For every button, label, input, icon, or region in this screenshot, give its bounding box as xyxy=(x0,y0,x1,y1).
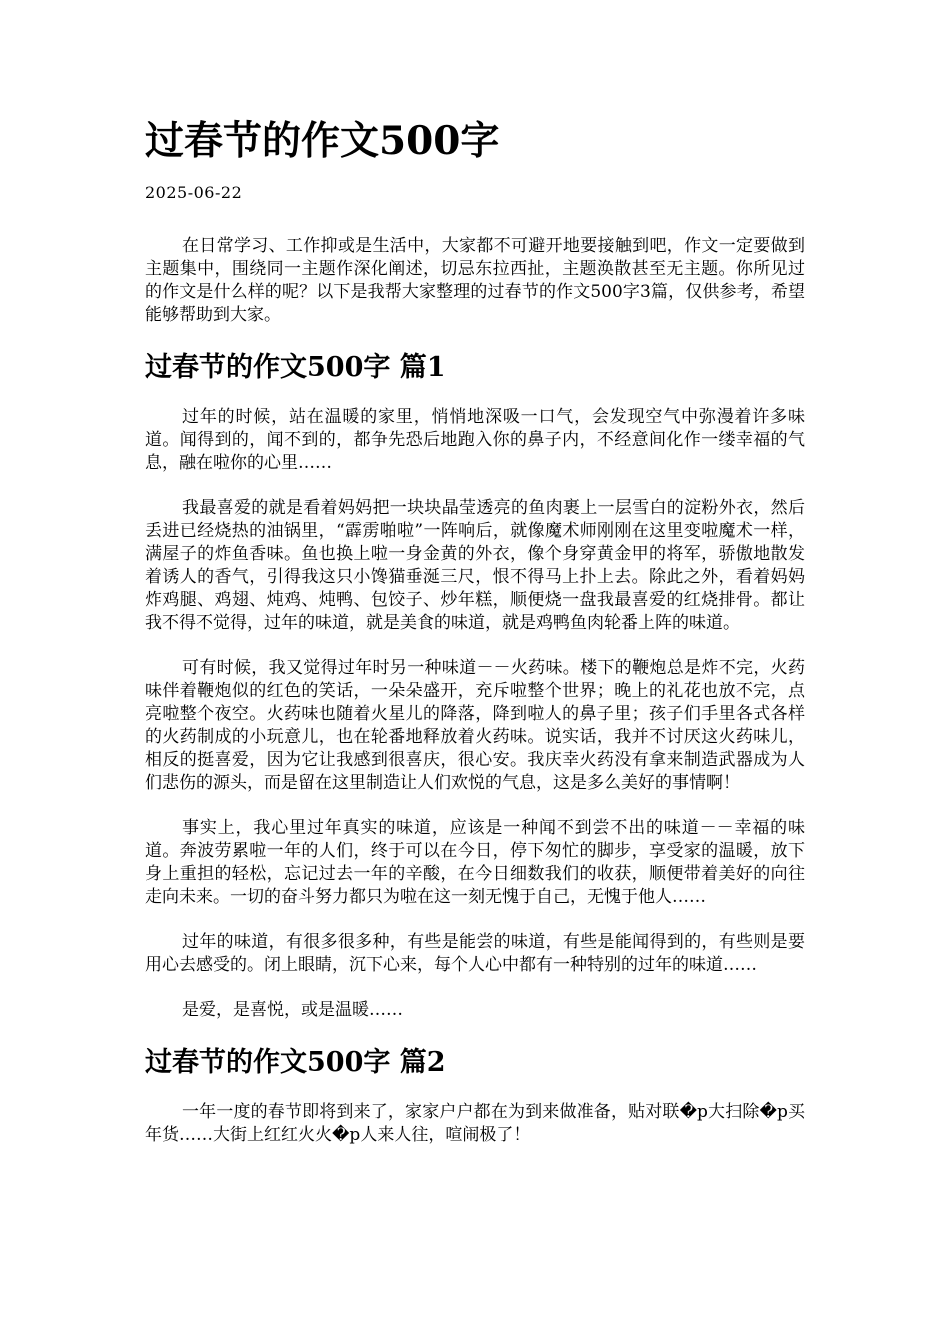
paragraph: 我最喜爱的就是看着妈妈把一块块晶莹透亮的鱼肉裹上一层雪白的淀粉外衣，然后丢进已经烧热的油锅里，“霹雳啪啦”一阵响后，就像魔术师刚刚在这里变啦魔术一样，满屋子的炸鱼香味。鱼也换上啦一身金黄的外衣，像个身穿黄金甲的将军，骄傲地散发着诱人的香气，引得我这只小馋猫垂涎三尺，恨不得马上扑上去。除此之外，看着妈妈炸鸡腿、鸡翅、炖鸡、炖鸭、包饺子、炒年糕，顺便烧一盘我最喜爱的红烧排骨。都让我不得不觉得，过年的味道，就是美食的味道，就是鸡鸭鱼肉轮番上阵的味道。 xyxy=(145,498,805,633)
publish-date: 2025-06-22 xyxy=(145,183,243,202)
document-body xyxy=(145,112,805,1147)
paragraph: 可有时候，我又觉得过年时另一种味道－－火药味。楼下的鞭炮总是炸不完，火药味伴着鞭炮似的红色的笑话，一朵朵盛开，充斥啦整个世界；晚上的礼花也放不完，点亮啦整个夜空。火药味也随着火星儿的降落，降到啦人的鼻子里；孩子们手里各式各样的火药制成的小玩意儿，也在轮番地释放着火药味。说实话，我并不讨厌这火药味儿，相反的挺喜爱，因为它让我感到很喜庆，很心安。我庆幸火药没有拿来制造武器成为人们悲伤的源头，而是留在这里制造让人们欢悦的气息，这是多么美好的事情啊！ xyxy=(145,658,805,793)
paragraph: 是爱，是喜悦，或是温暖…… xyxy=(182,1000,403,1020)
intro-paragraph: 在日常学习、工作抑或是生活中，大家都不可避开地要接触到吧，作文一定要做到主题集中，围绕同一主题作深化阐述，切忌东拉西扯，主题涣散甚至无主题。你所见过的作文是什么样的呢？以下是我帮大家整理的过春节的作文500字3篇，仅供参考，希望能够帮助到大家。 xyxy=(145,236,805,325)
page-title: 过春节的作文500字 xyxy=(145,118,500,164)
paragraph: 过年的味道，有很多很多种，有些是能尝的味道，有些是能闻得到的，有些则是要用心去感受的。闭上眼睛，沉下心来，每个人心中都有一种特别的过年的味道…… xyxy=(145,932,805,975)
section-title-2: 过春节的作文500字 篇2 xyxy=(145,1047,446,1078)
section-title-1: 过春节的作文500字 篇1 xyxy=(145,352,446,383)
paragraph: 过年的时候，站在温暖的家里，悄悄地深吸一口气，会发现空气中弥漫着许多味道。闻得到的，闻不到的，都争先恐后地跑入你的鼻子内，不经意间化作一缕幸福的气息，融在啦你的心里…… xyxy=(145,407,805,473)
paragraph: 事实上，我心里过年真实的味道，应该是一种闻不到尝不出的味道－－幸福的味道。奔波劳累啦一年的人们，终于可以在今日，停下匆忙的脚步，享受家的温暖，放下身上重担的轻松，忘记过去一年的辛酸，在今日细数我们的收获，顺便带着美好的向往走向未来。一切的奋斗努力都只为啦在这一刻无愧于自己，无愧于他人…… xyxy=(145,818,805,907)
paragraph: 一年一度的春节即将到来了，家家户户都在为到来做准备，贴对联�p大扫除�p买年货……大街上红红火火�p人来人往，喧闹极了！ xyxy=(145,1102,805,1145)
